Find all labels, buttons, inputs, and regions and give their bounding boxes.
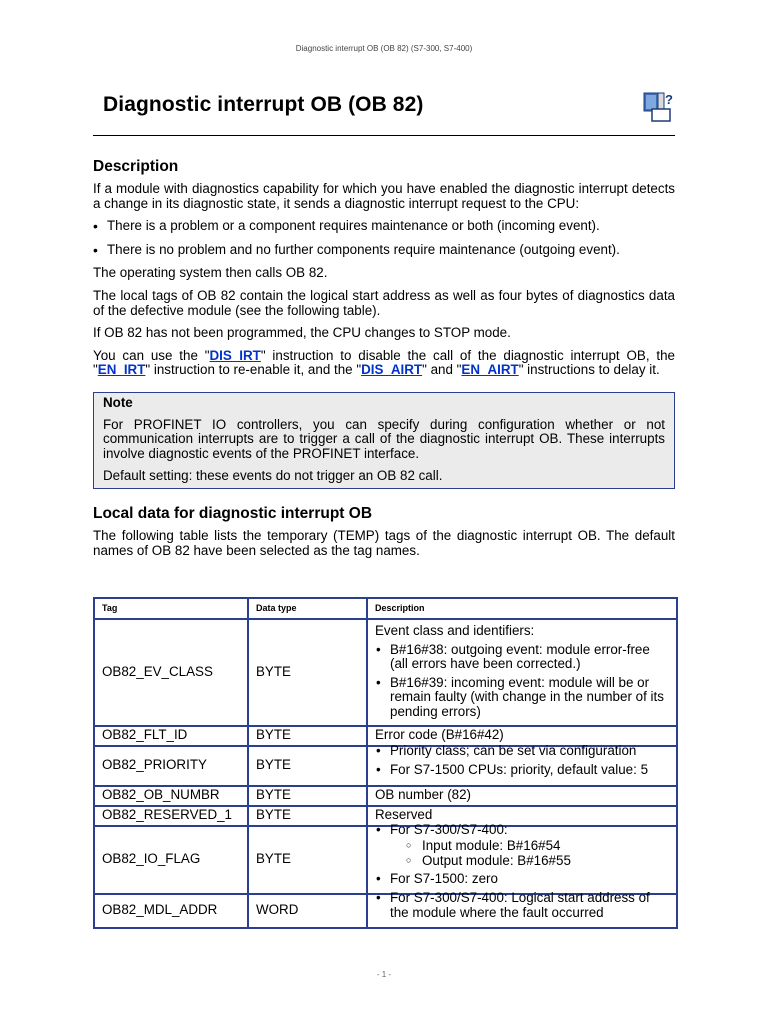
description-cell: OB number (82) <box>367 786 677 806</box>
list-item: • For S7-1500: zero <box>375 872 669 887</box>
page-number: - 1 - <box>376 970 392 979</box>
dis-airt-link[interactable]: DIS_AIRT <box>361 362 423 378</box>
instructions-text: " instruction to re-enable it, and the " <box>145 362 362 378</box>
list-item: • For S7-1500 CPUs: priority, default value: 5 <box>375 763 669 778</box>
column-header-tag: Tag <box>94 598 248 619</box>
description-cell: Reserved <box>367 806 677 826</box>
list-item: • There is no problem and no further components require maintenance (outgoing event). <box>93 243 675 258</box>
tag-cell: OB82_PRIORITY <box>94 746 248 786</box>
sub-list-item: ○ Input module: B#16#54 <box>390 839 669 854</box>
tag-cell: OB82_EV_CLASS <box>94 619 248 726</box>
note-title: Note <box>103 394 133 410</box>
note-paragraph: For PROFINET IO controllers, you can specify during configuration whether or not communication interrupts are to trigger a call of the diagnostic interrupt OB. These interrupts involve diagnostic events of the PROFINET interface. <box>103 416 665 461</box>
description-cell <box>367 890 677 928</box>
description-list <box>375 643 669 720</box>
description-list <box>375 744 669 777</box>
type-cell: WORD <box>248 894 367 928</box>
description-list <box>375 823 669 886</box>
local-data-heading: Local data for diagnostic interrupt OB <box>93 504 373 522</box>
tag-cell: OB82_IO_FLAG <box>94 826 248 894</box>
description-cell <box>367 822 677 894</box>
type-cell: BYTE <box>248 619 367 726</box>
instructions-text: You can use the " <box>93 347 210 363</box>
type-cell: BYTE <box>248 746 367 786</box>
description-cell <box>367 619 677 726</box>
title-rule <box>93 135 675 136</box>
instructions-text: " instructions to delay it. <box>518 362 660 378</box>
type-cell: BYTE <box>248 786 367 806</box>
dis-irt-link[interactable]: DIS_IRT <box>209 347 261 363</box>
list-item: • B#16#38: outgoing event: module error-free (all errors have been corrected.) <box>375 643 669 672</box>
local-data-table <box>93 597 678 929</box>
note-default-setting: Default setting: these events do not trigger an OB 82 call. <box>103 468 443 484</box>
svg-text:?: ? <box>665 92 673 107</box>
local-tags-paragraph: The local tags of OB 82 contain the logical start address as well as four bytes of diagnostics data of the defective module (see the following table). <box>93 287 675 318</box>
tag-cell: OB82_OB_NUMBR <box>94 786 248 806</box>
instructions-text: " instruction to disable the call of the diagnostic interrupt OB, the " <box>93 347 675 378</box>
table-row <box>94 894 677 928</box>
description-list <box>375 891 669 920</box>
type-cell: BYTE <box>248 806 367 826</box>
description-sub-list <box>390 839 669 868</box>
list-item: • For S7-300/S7-400: Logical start address of the module where the fault occurred <box>375 891 669 920</box>
table-row <box>94 826 677 894</box>
description-cell <box>367 743 677 786</box>
list-item: • B#16#39: incoming event: module will be or remain faulty (with change in the number of its pending errors) <box>375 676 669 720</box>
type-cell: BYTE <box>248 826 367 894</box>
local-data-intro: The following table lists the temporary (TEMP) tags of the diagnostic interrupt OB. The default names of OB 82 have been selected as the tag names. <box>93 527 675 558</box>
instructions-text: " and " <box>422 362 462 378</box>
description-heading: Description <box>93 158 179 175</box>
description-cell: Error code (B#16#42) <box>367 726 677 746</box>
sub-list-item: ○ Output module: B#16#55 <box>390 854 669 869</box>
list-item-text: For S7-300/S7-400: <box>390 822 508 838</box>
tag-cell: OB82_FLT_ID <box>94 726 248 746</box>
tag-cell: OB82_RESERVED_1 <box>94 806 248 826</box>
content <box>93 158 675 566</box>
table-row <box>94 786 677 806</box>
table-row <box>94 619 677 726</box>
en-irt-link[interactable]: EN_IRT <box>97 362 146 378</box>
note-box <box>93 392 675 489</box>
tag-cell: OB82_MDL_ADDR <box>94 894 248 928</box>
running-header: Diagnostic interrupt OB (OB 82) (S7-300, S7-400) <box>295 44 473 53</box>
page-title: Diagnostic interrupt OB (OB 82) <box>103 93 424 116</box>
table-row <box>94 746 677 786</box>
instructions-paragraph <box>93 349 675 378</box>
help-book-icon[interactable] <box>642 92 674 122</box>
description-intro: Event class and identifiers: <box>375 623 535 638</box>
event-list <box>93 219 675 257</box>
stop-paragraph: If OB 82 has not been programmed, the CPU changes to STOP mode. <box>93 325 511 341</box>
table-header-row <box>94 598 677 619</box>
list-item <box>375 823 669 868</box>
list-item: • Priority class; can be set via configuration <box>375 744 669 759</box>
list-item: • There is a problem or a component requires maintenance or both (incoming event). <box>93 219 675 234</box>
os-paragraph: The operating system then calls OB 82. <box>93 265 328 281</box>
column-header-description: Description <box>367 598 677 619</box>
description-intro: If a module with diagnostics capability for which you have enabled the diagnostic interrupt detects a change in its diagnostic state, it sends a diagnostic interrupt request to the CPU: <box>93 181 675 211</box>
en-airt-link[interactable]: EN_AIRT <box>461 362 519 378</box>
type-cell: BYTE <box>248 726 367 746</box>
column-header-data-type: Data type <box>248 598 367 619</box>
